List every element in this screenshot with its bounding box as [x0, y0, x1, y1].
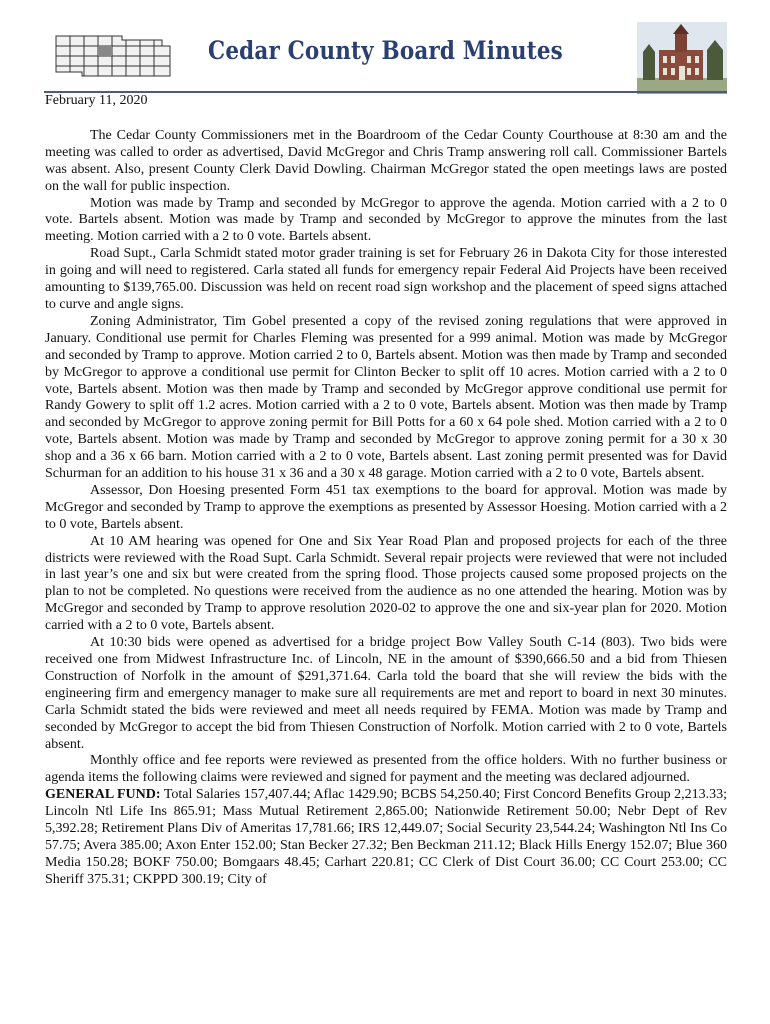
paragraph: Road Supt., Carla Schmidt stated motor grader training is set for February 26 in Dakota City for those interested in going and will need to registered. Carla stated all funds for emergency repair Federal Aid Projects have been received amounting to $139,765.00. Discussion was held on recent road sign workshop and the placement of speed signs attached to curve and angle signs. — [45, 246, 727, 312]
general-fund-label: GENERAL FUND: — [45, 787, 161, 803]
paragraph: Monthly office and fee reports were reviewed as presented from the office holders. With no further business or agenda items the following claims were reviewed and signed for payment and the meeting was declared adjourned. — [45, 753, 727, 786]
paragraph: Zoning Administrator, Tim Gobel presented a copy of the revised zoning regulations that were approved in January. Conditional use permit for Charles Fleming was presented for a 999 animal. Motion was made by McGregor and seconded by Tramp to approve. Motion carried 2 to 0, Bartels absent. Motion was then made by Tramp and seconded by McGregor to approve a conditional use permit for Clinton Becker to split off 10 acres. Motion carried with a 2 to 0 vote, Bartels absent. Motion was then made by Tramp and seconded by McGregor approve conditional use permit for Randy Gowery to split off 1.2 acres. Motion carried with a 2 to 0 vote, Bartels absent. Motion was then made by Tramp and seconded by McGregor to approve zoning permit for Bill Potts for a 60 x 64 pole shed. Motion carried with a 2 to 0 vote, Bartels absent. Motion was made by Tramp and seconded by McGregor to approve zoning permit for a 30 x 30 shop and a 36 x 66 barn. Motion carried with a 2 to 0 vote, Bartels absent. Last zoning permit presented was for David Schurman for an addition to his house 31 x 36 and a 30 x 48 garage. Motion carried with a 2 to 0 vote, Bartels absent. — [45, 313, 727, 482]
paragraph: The Cedar County Commissioners met in the Boardroom of the Cedar County Courthouse at 8:30 am and the meeting was called to order as advertised, David McGregor and Chris Tramp answering roll call. Commissioner Bartels was absent. Also, present County Clerk David Dowling. Chairman McGregor stated the open meetings laws are posted on the wall for public inspection. — [45, 127, 727, 194]
paragraph: Assessor, Don Hoesing presented Form 451 tax exemptions to the board for approval. Motion was made by McGregor and seconded by Tramp to approve the exemptions as presented by Assessor Hoesing. Motion carried with a 2 to 0 vote, Bartels absent. — [45, 482, 727, 532]
general-fund-text: Total Salaries 157,407.44; Aflac 1429.90; BCBS 54,250.40; First Concord Benefits Group 2,213.33; Lincoln Ntl Life Ins 865.91; Mass Mutual Retirement 2,865.00; Nationwide Retirement 50.00; Nebr Dept of Rev 5,392.28; Retirement Plans Div of Ameritas 17,781.66; IRS 12,449.07; Social Security 23,544.24; Washington Ntl Ins Co 57.75; Avera 385.00; Axon Enter 152.00; Stan Becker 27.32; Ben Beckman 211.12; Black Hills Energy 152.07; Blue 360 Media 150.28; BOKF 750.00; Bomgaars 48.45; Carhart 220.81; CC Clerk of Dist Court 36.00; CC Court 253.00; CC Sheriff 375.31; CKPPD 300.19; City of — [45, 787, 728, 887]
courthouse-icon — [637, 22, 727, 94]
paragraph: Motion was made by Tramp and seconded by McGregor to approve the agenda. Motion carried with a 2 to 0 vote. Bartels absent. Motion was made by Tramp and seconded by McGregor to approve the minutes from the last meeting. Motion carried with a 2 to 0 vote. Bartels absent. — [45, 195, 727, 245]
page-title: Cedar County Board Minutes — [208, 36, 563, 65]
general-fund-claims — [45, 787, 727, 888]
paragraph: At 10 AM hearing was opened for One and Six Year Road Plan and proposed projects for each of the three districts were reviewed with the Road Supt. Carla Schmidt. Several repair projects were reviewed that were not included in last year’s one and six but were created from the spring flood. Those projects caused some proposed projects on the plan to not be completed. No questions were received from the audience as no one attended the hearing. Motion was by McGregor and seconded by Tramp to approve resolution 2020-02 to approve the one and six-year plan for 2020. Motion carried with a 2 to 0 vote, Bartels absent. — [45, 533, 727, 634]
masthead — [44, 22, 727, 94]
paragraph: At 10:30 bids were opened as advertised for a bridge project Bow Valley South C-14 (803). Two bids were received one from Midwest Infrastructure Inc. of Lincoln, NE in the amount of $390,666.50 and a bid from Thiesen Construction of Norfolk in the amount of $291,371.64. Carla told the board that she will review the bids with the engineering firm and emergency manager to make sure all requirements are met and report to board in next 30 minutes. Carla Schmidt stated the bids were reviewed and meet all needs required by FEMA. Motion was made by Tramp and seconded by McGregor to accept the bid from Thiesen Construction of Norfolk. Motion carried with 2 to 0 vote, Bartels absent. — [45, 635, 727, 752]
meeting-date: February 11, 2020 — [45, 93, 148, 108]
minutes-body — [45, 93, 727, 889]
